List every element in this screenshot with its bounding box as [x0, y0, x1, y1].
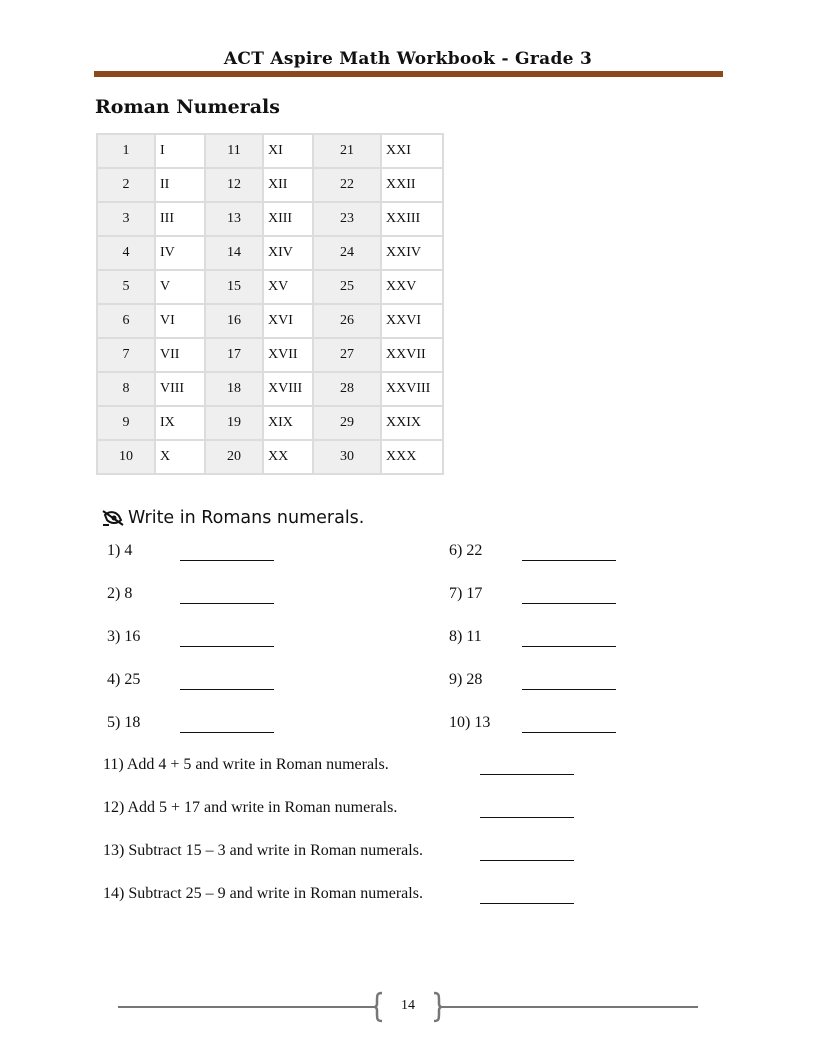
- number-cell: 6: [97, 304, 155, 338]
- number-cell: 17: [205, 338, 263, 372]
- exercise-item: [449, 585, 482, 603]
- table-row: [97, 236, 443, 270]
- number-cell: 27: [313, 338, 381, 372]
- table-row: [97, 304, 443, 338]
- answer-blank[interactable]: [480, 756, 574, 775]
- number-cell: 23: [313, 202, 381, 236]
- table-row: [97, 338, 443, 372]
- exercise-item: [449, 671, 482, 689]
- word-problem: 14) Subtract 25 – 9 and write in Roman numerals.: [103, 885, 423, 902]
- number-cell: 22: [313, 168, 381, 202]
- number-cell: 9: [97, 406, 155, 440]
- answer-blank[interactable]: [522, 585, 616, 604]
- header-rule: [94, 71, 723, 77]
- numeral-cell: XXII: [381, 168, 443, 202]
- pencil-icon: [101, 508, 125, 528]
- numeral-cell: XXI: [381, 134, 443, 168]
- section-title: Roman Numerals: [95, 96, 280, 118]
- number-cell: 19: [205, 406, 263, 440]
- number-cell: 1: [97, 134, 155, 168]
- numeral-cell: III: [155, 202, 205, 236]
- number-cell: 28: [313, 372, 381, 406]
- table-row: [97, 372, 443, 406]
- numeral-cell: XVIII: [263, 372, 313, 406]
- numeral-cell: XXV: [381, 270, 443, 304]
- exercise-item: [449, 542, 482, 560]
- number-cell: 7: [97, 338, 155, 372]
- exercise-item: [107, 585, 132, 603]
- exercise-label: 6) 22: [449, 542, 483, 559]
- exercise-label: 10) 13: [449, 714, 491, 731]
- exercise-item: [107, 671, 140, 689]
- number-cell: 30: [313, 440, 381, 474]
- answer-blank[interactable]: [180, 714, 274, 733]
- roman-numeral-table: [96, 133, 444, 475]
- page-header-title: ACT Aspire Math Workbook - Grade 3: [223, 49, 593, 69]
- numeral-cell: I: [155, 134, 205, 168]
- numeral-cell: XXVIII: [381, 372, 443, 406]
- number-cell: 4: [97, 236, 155, 270]
- answer-blank[interactable]: [180, 585, 274, 604]
- table-row: [97, 202, 443, 236]
- table-row: [97, 134, 443, 168]
- word-problem: 11) Add 4 + 5 and write in Roman numerals.: [103, 756, 389, 773]
- numeral-cell: VIII: [155, 372, 205, 406]
- numeral-cell: XIII: [263, 202, 313, 236]
- number-cell: 20: [205, 440, 263, 474]
- page-number: 14: [401, 998, 415, 1013]
- table-row: [97, 270, 443, 304]
- numeral-cell: IV: [155, 236, 205, 270]
- answer-blank[interactable]: [522, 628, 616, 647]
- exercise-label: 7) 17: [449, 585, 483, 602]
- numeral-cell: XIX: [263, 406, 313, 440]
- number-cell: 2: [97, 168, 155, 202]
- numeral-cell: XIV: [263, 236, 313, 270]
- exercise-label: 2) 8: [107, 585, 133, 602]
- numeral-cell: XXVI: [381, 304, 443, 338]
- exercise-item: [107, 714, 140, 732]
- instruction: [101, 508, 364, 528]
- number-cell: 10: [97, 440, 155, 474]
- answer-blank[interactable]: [480, 799, 574, 818]
- number-cell: 26: [313, 304, 381, 338]
- numeral-cell: XXVII: [381, 338, 443, 372]
- number-cell: 8: [97, 372, 155, 406]
- number-cell: 21: [313, 134, 381, 168]
- numeral-cell: VII: [155, 338, 205, 372]
- exercise-item: [449, 714, 490, 732]
- exercise-item: [449, 628, 482, 646]
- numeral-cell: XVI: [263, 304, 313, 338]
- word-problem: 13) Subtract 15 – 3 and write in Roman numerals.: [103, 842, 423, 859]
- answer-blank[interactable]: [480, 885, 574, 904]
- answer-blank[interactable]: [180, 542, 274, 561]
- answer-blank[interactable]: [180, 671, 274, 690]
- numeral-cell: XVII: [263, 338, 313, 372]
- table-row: [97, 406, 443, 440]
- word-problem: 12) Add 5 + 17 and write in Roman numerals.: [103, 799, 398, 816]
- exercise-label: 1) 4: [107, 542, 133, 559]
- exercise-label: 4) 25: [107, 671, 141, 688]
- numeral-cell: V: [155, 270, 205, 304]
- number-cell: 25: [313, 270, 381, 304]
- exercise-label: 9) 28: [449, 671, 483, 688]
- numeral-cell: X: [155, 440, 205, 474]
- answer-blank[interactable]: [522, 714, 616, 733]
- table-row: [97, 168, 443, 202]
- number-cell: 24: [313, 236, 381, 270]
- numeral-cell: VI: [155, 304, 205, 338]
- exercise-item: [107, 542, 132, 560]
- number-cell: 18: [205, 372, 263, 406]
- number-cell: 15: [205, 270, 263, 304]
- numeral-cell: XXIII: [381, 202, 443, 236]
- answer-blank[interactable]: [180, 628, 274, 647]
- exercise-label: 3) 16: [107, 628, 141, 645]
- numeral-cell: XI: [263, 134, 313, 168]
- numeral-cell: XXX: [381, 440, 443, 474]
- instruction-text: Write in Romans numerals.: [128, 508, 365, 528]
- table-row: [97, 440, 443, 474]
- numeral-cell: XV: [263, 270, 313, 304]
- number-cell: 29: [313, 406, 381, 440]
- number-cell: 13: [205, 202, 263, 236]
- numeral-cell: II: [155, 168, 205, 202]
- exercise-item: [107, 628, 140, 646]
- numeral-cell: XX: [263, 440, 313, 474]
- number-cell: 16: [205, 304, 263, 338]
- number-cell: 3: [97, 202, 155, 236]
- number-cell: 14: [205, 236, 263, 270]
- answer-blank[interactable]: [480, 842, 574, 861]
- numeral-cell: IX: [155, 406, 205, 440]
- exercise-label: 5) 18: [107, 714, 141, 731]
- numeral-cell: XXIX: [381, 406, 443, 440]
- number-cell: 5: [97, 270, 155, 304]
- number-cell: 11: [205, 134, 263, 168]
- answer-blank[interactable]: [522, 542, 616, 561]
- number-cell: 12: [205, 168, 263, 202]
- numeral-cell: XXIV: [381, 236, 443, 270]
- exercise-label: 8) 11: [449, 628, 482, 645]
- numeral-cell: XII: [263, 168, 313, 202]
- answer-blank[interactable]: [522, 671, 616, 690]
